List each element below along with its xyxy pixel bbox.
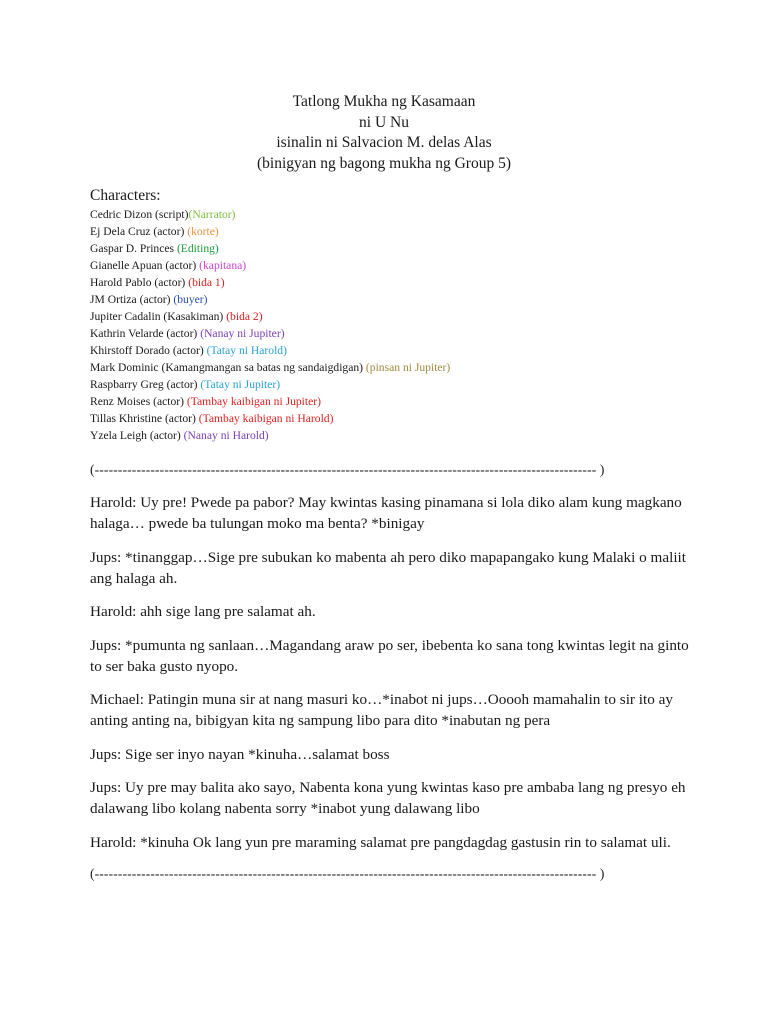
character-role: (pinsan ni Jupiter) <box>365 361 451 374</box>
character-role: (bida 2) <box>226 310 263 323</box>
character-row <box>90 376 710 393</box>
character-row <box>90 240 710 257</box>
character-role: (kapitana) <box>199 259 247 272</box>
character-role: (Nanay ni Jupiter) <box>200 327 285 340</box>
character-name: Harold Pablo (actor) <box>90 276 189 289</box>
character-name: Khirstoff Dorado (actor) <box>90 344 207 357</box>
character-name: Jupiter Cadalin (Kasakiman) <box>90 310 227 323</box>
character-name: Renz Moises (actor) <box>90 395 187 408</box>
character-name: Tillas Khristine (actor) <box>90 412 199 425</box>
character-name: Cedric Dizon (script) <box>90 208 189 221</box>
character-row <box>90 223 710 240</box>
character-name: Gaspar D. Princes <box>90 242 177 255</box>
dialogue-line: Michael: Patingin muna sir at nang masuri ko…*inabot ni jups…Ooooh mamahalin to sir ito ay anting anting na, bibigyan kita ng sampung libo para dito *inabutan ng pera <box>90 691 673 729</box>
character-row <box>90 274 710 291</box>
characters-heading: Characters: <box>90 187 161 204</box>
character-role: (buyer) <box>173 293 208 306</box>
character-row <box>90 342 710 359</box>
divider-bottom: (------------------------------------------------------------------------------------------------------------ ) <box>90 866 605 881</box>
character-name: Yzela Leigh (actor) <box>90 429 184 442</box>
character-name: Kathrin Velarde (actor) <box>90 327 201 340</box>
character-row <box>90 427 710 444</box>
character-name: Mark Dominic (Kamangmangan sa batas ng sandaigdigan) <box>90 361 366 374</box>
character-role: (bida 1) <box>188 276 225 289</box>
character-name: JM Ortiza (actor) <box>90 293 174 306</box>
character-role: (korte) <box>187 225 219 238</box>
character-row <box>90 291 710 308</box>
character-row <box>90 359 710 376</box>
character-row <box>90 257 710 274</box>
title-block <box>0 92 768 174</box>
characters-section <box>90 186 710 444</box>
character-row <box>90 393 710 410</box>
character-role: (Tambay kaibigan ni Jupiter) <box>186 395 321 408</box>
character-row <box>90 308 710 325</box>
divider-top: (------------------------------------------------------------------------------------------------------------ ) <box>90 462 605 477</box>
author-line: ni U Nu <box>359 113 409 131</box>
dialogue-line: Jups: Uy pre may balita ako sayo, Nabenta kona yung kwintas kaso pre ambaba lang ng presyo eh dalawang libo kolang nabenta sorry *inabot yung dalawang libo <box>90 779 686 817</box>
title-line: Tatlong Mukha ng Kasamaan <box>292 93 476 110</box>
dialogue-line: Jups: Sige ser inyo nayan *kinuha…salamat boss <box>90 745 390 763</box>
character-role: (Tatay ni Jupiter) <box>200 378 281 391</box>
character-name: Raspbarry Greg (actor) <box>90 378 201 391</box>
character-row <box>90 206 710 223</box>
dialogue-line: Jups: *pumunta ng sanlaan…Magandang araw po ser, ibebenta ko sana tong kwintas legit na ginto to ser baka gusto nyopo. <box>90 636 689 675</box>
character-name: Ej Dela Cruz (actor) <box>90 225 188 238</box>
character-role: (Nanay ni Harold) <box>183 429 269 442</box>
dialogue-line: Jups: *tinanggap…Sige pre subukan ko mabenta ah pero diko mapapangako kung Malaki o maliit ang halaga ah. <box>90 548 686 587</box>
group-line: (binigyan ng bagong mukha ng Group 5) <box>257 154 511 172</box>
dialogue-line: Harold: Uy pre! Pwede pa pabor? May kwintas kasing pinamana si lola diko alam kung magkano halaga… pwede ba tulungan moko ma benta? *binigay <box>90 494 682 532</box>
dialogue-line: Harold: *kinuha Ok lang yun pre maraming salamat pre pangdagdag gastusin rin to salamat uli. <box>90 833 671 851</box>
character-row <box>90 325 710 342</box>
character-row <box>90 410 710 427</box>
character-list <box>90 206 710 444</box>
character-role: (Narrator) <box>188 208 236 221</box>
translator-line: isinalin ni Salvacion M. delas Alas <box>276 134 492 151</box>
dialogue-line: Harold: ahh sige lang pre salamat ah. <box>90 603 316 620</box>
character-name: Gianelle Apuan (actor) <box>90 259 200 272</box>
character-role: (Tambay kaibigan ni Harold) <box>198 412 334 425</box>
character-role: (Tatay ni Harold) <box>206 344 287 357</box>
character-role: (Editing) <box>176 242 219 255</box>
dialogue-section <box>90 492 700 865</box>
